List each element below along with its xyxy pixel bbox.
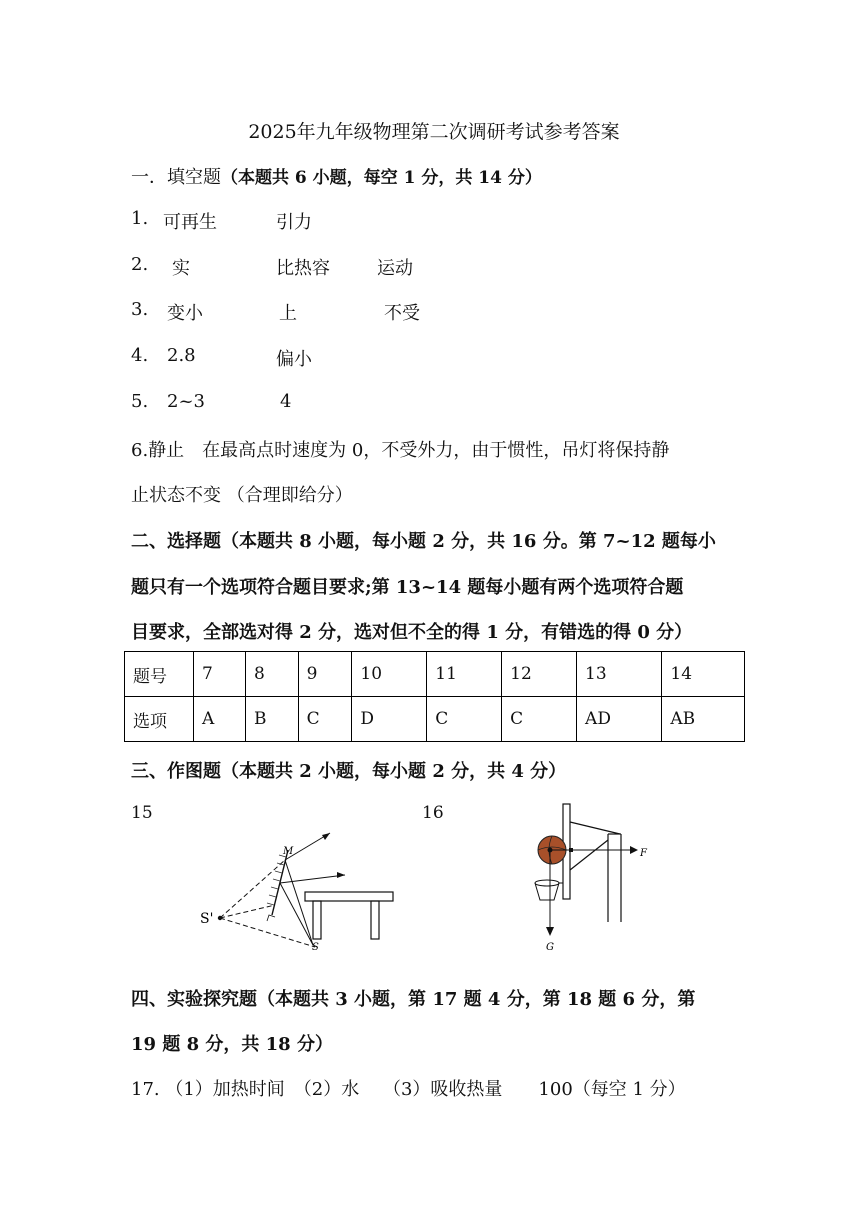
q1-answer-a: 可再生 (163, 212, 217, 233)
answer-q17: 17. （1）加热时间 （2）水 （3）吸收热量 100（每空 1 分） (131, 1079, 686, 1100)
label-g: G (546, 942, 554, 953)
section4-line1: 四、实验探究题（本题共 3 小题，第 17 题 4 分，第 18 题 6 分，第 (131, 989, 696, 1010)
q2-answer-a: 实 (172, 258, 190, 279)
basketball-force-diagram (520, 800, 660, 955)
q5-answer-b: 4 (280, 391, 292, 412)
table-cell: C (298, 697, 352, 742)
table-cell: 14 (662, 652, 745, 697)
section2-line1: 二、选择题（本题共 8 小题，每小题 2 分，共 16 分。第 7~12 题每小 (131, 531, 716, 552)
q4-answer-a: 2.8 (167, 345, 196, 366)
table-top (305, 892, 393, 901)
q5-num: 5. (131, 391, 149, 412)
table-cell: 10 (352, 652, 427, 697)
q6-line1: 6.静止 在最高点时速度为 0，不受外力，由于惯性，吊灯将保持静 (131, 440, 670, 461)
q3-answer-b: 上 (279, 303, 297, 324)
table-cell: C (502, 697, 577, 742)
q3-num: 3. (131, 299, 149, 320)
q6-line2: 止状态不变 （合理即给分） (131, 485, 353, 506)
q2-num: 2. (131, 254, 149, 275)
q1-answer-b: 引力 (276, 212, 312, 233)
label-f: F (640, 848, 647, 859)
table-cell: AD (577, 697, 662, 742)
q2-answer-b: 比热容 (276, 258, 330, 279)
fig16-number: 16 (422, 803, 444, 823)
table-cell: 13 (577, 652, 662, 697)
section3-heading: 三、作图题（本题共 2 小题，每小题 2 分，共 4 分） (131, 761, 567, 782)
table-cell: D (352, 697, 427, 742)
table-row-label: 选项 (125, 697, 194, 742)
table-cell: AB (662, 697, 745, 742)
table-row-label: 题号 (125, 652, 194, 697)
table-leg (371, 901, 379, 939)
q2-answer-c: 运动 (377, 258, 413, 279)
table-cell: 7 (194, 652, 246, 697)
label-s-prime: S' (200, 911, 214, 927)
table-cell: B (246, 697, 299, 742)
table-cell: 11 (427, 652, 502, 697)
section1-title: 一．填空题 (131, 167, 221, 188)
q4-answer-b: 偏小 (276, 349, 312, 370)
q5-answer-a: 2~3 (167, 391, 205, 412)
section1-note: （本题共 6 小题，每空 1 分，共 14 分） (221, 168, 542, 188)
q1-num: 1. (131, 208, 149, 229)
section2-line3: 目要求，全部选对得 2 分，选对但不全的得 1 分，有错选的得 0 分） (131, 622, 693, 643)
mirror-reflection-diagram (195, 825, 405, 955)
table-row (125, 697, 745, 742)
q3-answer-c: 不受 (384, 303, 420, 324)
hoop (535, 880, 559, 886)
table-leg (313, 901, 321, 939)
table-cell: C (427, 697, 502, 742)
q3-answer-a: 变小 (167, 303, 203, 324)
page-title: 2025年九年级物理第二次调研考试参考答案 (248, 121, 620, 143)
table-row (125, 652, 745, 697)
answer-q1 (131, 208, 148, 229)
q4-num: 4. (131, 345, 149, 366)
label-m: M (283, 846, 294, 857)
section2-line2: 题只有一个选项符合题目要求;第 13~14 题每小题有两个选项符合题 (131, 577, 684, 598)
table-cell: 8 (246, 652, 299, 697)
section1-heading (131, 163, 542, 189)
fig15-number: 15 (131, 803, 153, 823)
label-s: S (312, 942, 319, 953)
table-cell: 12 (502, 652, 577, 697)
table-cell: 9 (298, 652, 352, 697)
answer-table (124, 651, 745, 742)
table-cell: A (194, 697, 246, 742)
section4-line2: 19 题 8 分，共 18 分） (131, 1034, 333, 1055)
